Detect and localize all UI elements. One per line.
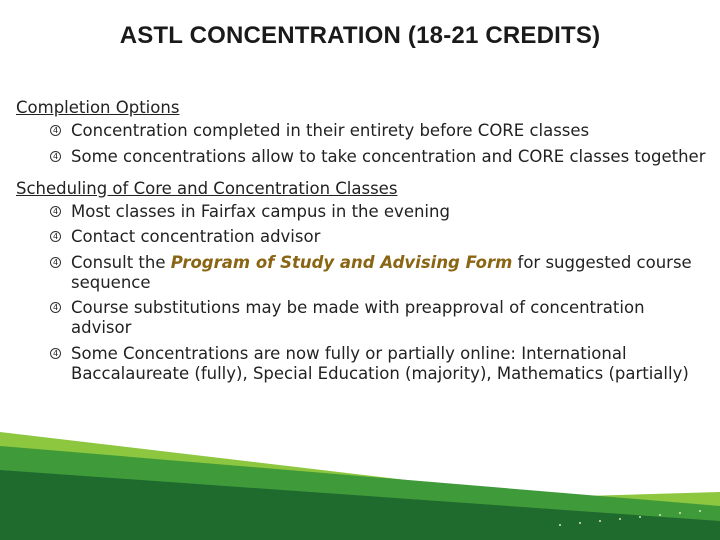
section-heading-scheduling: Scheduling of Core and Concentration Classes: [16, 178, 398, 198]
list-item-text: Concentration completed in their entirety before CORE classes: [71, 121, 590, 140]
list-item: [16, 227, 706, 247]
program-of-study-form-reference: Program of Study and Advising Form: [170, 252, 513, 272]
list-item: [16, 121, 706, 141]
scheduling-list: [16, 202, 706, 384]
list-item: [16, 253, 706, 293]
list-item-text-before: Consult the: [71, 252, 171, 272]
slide-title: ASTL CONCENTRATION (18-21 CREDITS): [119, 22, 601, 49]
completion-options-list: [16, 121, 706, 167]
slide-content: [16, 98, 706, 396]
list-item: [16, 344, 706, 384]
list-item: [16, 147, 706, 167]
list-item-text: Some concentrations allow to take concentration and CORE classes together: [71, 146, 706, 166]
circled-four-icon: 4: [50, 257, 61, 268]
circled-four-icon: 4: [50, 206, 61, 217]
circled-four-icon: 4: [50, 231, 61, 242]
circled-four-icon: 4: [50, 125, 61, 136]
circled-four-icon: 4: [50, 348, 61, 359]
list-item-text-after: for suggested course sequence: [71, 252, 692, 292]
section-heading-completion-options: Completion Options: [16, 98, 180, 117]
scheduling-section: [16, 179, 706, 384]
circled-four-icon: 4: [50, 302, 61, 313]
list-item-text: Some Concentrations are now fully or partially online: International Baccalaureate (fully), Special Education (majority), Mathematics (partially): [71, 343, 689, 383]
list-item: [16, 202, 706, 222]
list-item-text: Contact concentration advisor: [71, 227, 321, 246]
list-item: [16, 298, 706, 338]
circled-four-icon: 4: [50, 151, 61, 162]
list-item-text: Course substitutions may be made with preapproval of concentration advisor: [71, 298, 645, 337]
list-item-text: Most classes in Fairfax campus in the evening: [71, 201, 450, 221]
completion-options-section: [16, 98, 706, 167]
